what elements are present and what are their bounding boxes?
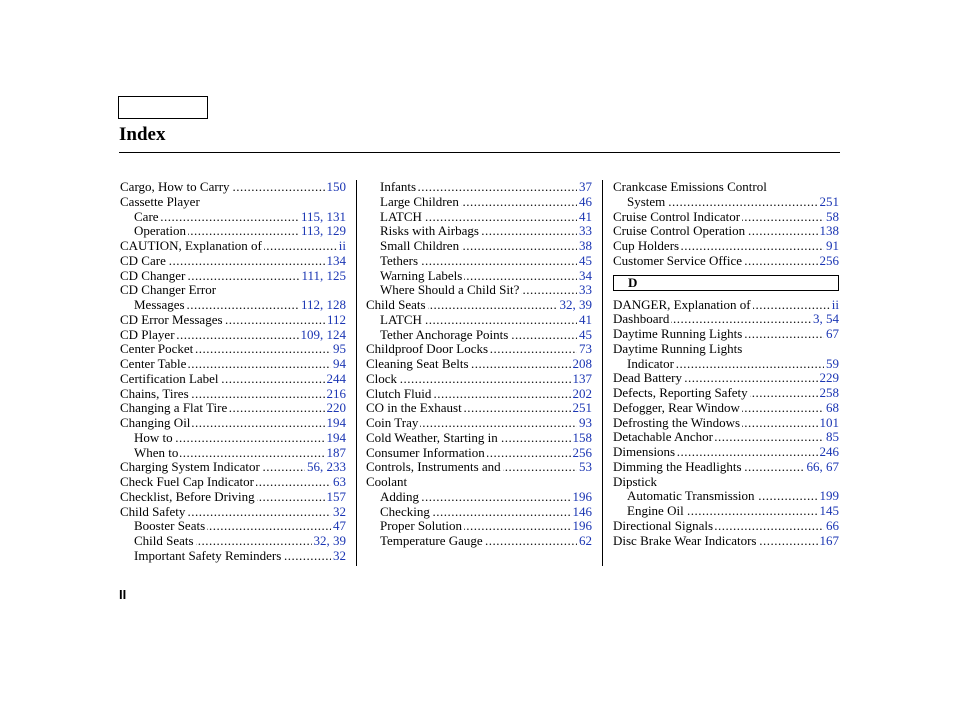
index-entry-label: Certification Label bbox=[120, 371, 219, 386]
page-reference-link[interactable]: 3, 54 bbox=[813, 312, 839, 327]
index-entry[interactable] bbox=[366, 283, 592, 298]
index-entry-label: Booster Seats bbox=[134, 519, 206, 534]
index-entry[interactable] bbox=[613, 254, 839, 269]
index-entry-label: Important Safety Reminders bbox=[134, 548, 282, 563]
page-reference-link[interactable]: 33 bbox=[579, 224, 592, 239]
index-entry-label: Cruise Control Operation bbox=[613, 224, 746, 239]
index-entry-label: Coin Tray bbox=[366, 416, 419, 430]
index-entry[interactable] bbox=[613, 298, 839, 313]
page-reference-link[interactable]: 46 bbox=[579, 194, 592, 209]
page-reference-link[interactable]: 244 bbox=[326, 371, 346, 386]
page-reference-link[interactable]: 63 bbox=[333, 475, 346, 489]
page-reference-link[interactable]: 258 bbox=[819, 386, 839, 400]
index-entry[interactable] bbox=[366, 372, 592, 387]
page-reference-link[interactable]: 134 bbox=[326, 253, 346, 268]
page-reference-link[interactable]: 32, 39 bbox=[559, 298, 592, 312]
index-entry[interactable] bbox=[366, 269, 592, 284]
index-entry[interactable] bbox=[366, 180, 592, 195]
index-entry[interactable] bbox=[613, 430, 839, 445]
index-entry[interactable] bbox=[120, 357, 346, 372]
index-entry[interactable] bbox=[120, 549, 346, 564]
page-reference-link[interactable]: 34 bbox=[579, 268, 592, 283]
index-entry[interactable] bbox=[366, 254, 592, 269]
index-entry[interactable] bbox=[120, 387, 346, 402]
index-entry[interactable] bbox=[613, 195, 839, 210]
index-entry-label: Consumer Information bbox=[366, 445, 485, 460]
index-entry-label: Child Seats bbox=[134, 534, 194, 548]
index-entry[interactable] bbox=[120, 475, 346, 490]
index-entry-label: Cold Weather, Starting in bbox=[366, 430, 498, 445]
index-entry-label: Changing Oil bbox=[120, 416, 191, 430]
index-entry[interactable] bbox=[120, 210, 346, 225]
index-entry[interactable] bbox=[366, 431, 592, 446]
page-reference-link[interactable]: 202 bbox=[572, 386, 592, 401]
index-entry[interactable] bbox=[120, 446, 346, 461]
page-reference-link[interactable]: 68 bbox=[826, 400, 839, 415]
page-reference-link[interactable]: 199 bbox=[819, 489, 839, 504]
page-reference-link[interactable]: 62 bbox=[579, 534, 592, 548]
page-reference-link[interactable]: 45 bbox=[579, 327, 592, 342]
page-reference-link[interactable]: 256 bbox=[819, 253, 839, 268]
index-entry[interactable] bbox=[120, 372, 346, 387]
index-entry-label: LATCH bbox=[380, 209, 422, 224]
index-entry-label: Crankcase Emissions Control bbox=[613, 180, 767, 194]
index-entry-label: Child Safety bbox=[120, 504, 186, 519]
index-entry-label: Tethers bbox=[380, 253, 419, 268]
page-reference-link[interactable]: 137 bbox=[572, 371, 592, 386]
index-entry-label: Messages bbox=[134, 298, 185, 312]
page-reference-link[interactable]: 67 bbox=[826, 327, 839, 341]
page-reference-link[interactable]: 93 bbox=[579, 416, 592, 430]
page-reference-link[interactable]: 208 bbox=[572, 357, 592, 371]
page-reference-link[interactable]: 53 bbox=[579, 460, 592, 475]
page-reference-link[interactable]: 145 bbox=[819, 504, 839, 518]
index-entry[interactable] bbox=[120, 313, 346, 328]
index-entry-label: CD Changer Error bbox=[120, 283, 217, 298]
index-entry-label: How to bbox=[134, 430, 173, 445]
page-reference-link[interactable]: 115, 131 bbox=[300, 209, 346, 224]
index-entry-label: Defrosting the Windows bbox=[613, 415, 741, 430]
index-entry-label: Cassette Player bbox=[120, 194, 200, 209]
index-entry[interactable] bbox=[120, 416, 346, 431]
index-entry-label: Small Children bbox=[380, 239, 460, 253]
page-reference-link[interactable]: 58 bbox=[826, 209, 839, 224]
index-entry[interactable] bbox=[366, 357, 592, 372]
title-rule bbox=[119, 152, 840, 153]
page-reference-link[interactable]: 38 bbox=[579, 239, 592, 253]
page-reference-link[interactable]: 112, 128 bbox=[300, 298, 346, 312]
index-entry-label: Coolant bbox=[366, 475, 408, 489]
index-entry-label: Cup Holders bbox=[613, 239, 680, 253]
page-number: II bbox=[119, 587, 127, 602]
index-entry-label: Temperature Gauge bbox=[380, 534, 483, 548]
index-entry-label: CD Player bbox=[120, 327, 175, 342]
page-reference-link[interactable]: 216 bbox=[326, 386, 346, 401]
index-entry-label: Chains, Tires bbox=[120, 386, 189, 401]
page-reference-link[interactable]: 66, 67 bbox=[806, 459, 839, 474]
index-entry[interactable] bbox=[613, 239, 839, 254]
index-entry-label: Care bbox=[134, 209, 159, 224]
index-entry[interactable] bbox=[120, 239, 346, 254]
page-reference-link[interactable]: 138 bbox=[819, 224, 839, 239]
page-reference-link[interactable]: 112 bbox=[326, 312, 346, 327]
index-entry[interactable] bbox=[366, 342, 592, 357]
index-entry[interactable] bbox=[613, 416, 839, 431]
index-entry[interactable] bbox=[120, 401, 346, 416]
index-entry-label: Automatic Transmission bbox=[627, 489, 755, 504]
index-entry-label: Dimensions bbox=[613, 445, 676, 459]
index-entry[interactable] bbox=[366, 446, 592, 461]
index-entry bbox=[613, 180, 839, 195]
index-entry-label: Cruise Control Indicator bbox=[613, 209, 741, 224]
page-reference-link[interactable]: 113, 129 bbox=[300, 224, 346, 239]
index-entry bbox=[366, 475, 592, 490]
page-reference-link[interactable]: 150 bbox=[326, 180, 346, 194]
page-reference-link[interactable]: 187 bbox=[326, 445, 346, 460]
index-entry-label: Dimming the Headlights bbox=[613, 459, 742, 474]
index-entry[interactable] bbox=[613, 327, 839, 342]
page-reference-link[interactable]: 66 bbox=[826, 518, 839, 533]
page-reference-link[interactable]: 167 bbox=[819, 533, 839, 548]
index-entry[interactable] bbox=[613, 224, 839, 239]
index-entry-label: LATCH bbox=[380, 312, 422, 327]
page-reference-link[interactable]: 32, 39 bbox=[313, 534, 346, 548]
index-entry-label: Engine Oil bbox=[627, 504, 684, 518]
index-entry[interactable] bbox=[366, 239, 592, 254]
page-reference-link[interactable]: 196 bbox=[572, 519, 592, 534]
index-entry-label: Childproof Door Locks bbox=[366, 342, 489, 357]
index-entry-label: Center Pocket bbox=[120, 342, 194, 357]
index-entry[interactable] bbox=[120, 490, 346, 505]
index-entry bbox=[613, 342, 839, 357]
index-entry-label: Center Table bbox=[120, 357, 187, 371]
index-entry[interactable] bbox=[613, 401, 839, 416]
index-entry[interactable] bbox=[366, 210, 592, 225]
column-divider bbox=[602, 180, 603, 566]
index-entry-label: Large Children bbox=[380, 194, 459, 209]
index-column-3 bbox=[613, 180, 839, 548]
index-entry-label: Proper Solution bbox=[380, 519, 462, 534]
page-reference-link[interactable]: 196 bbox=[572, 489, 592, 504]
index-column-2 bbox=[366, 180, 592, 549]
index-entry[interactable] bbox=[613, 504, 839, 519]
page-reference-link[interactable]: 101 bbox=[819, 415, 839, 430]
index-entry-label: Charging System Indicator bbox=[120, 460, 260, 475]
index-entry bbox=[120, 283, 346, 298]
page-reference-link[interactable]: 109, 124 bbox=[300, 327, 346, 342]
index-entry-label: Defogger, Rear Window bbox=[613, 400, 740, 415]
page-reference-link[interactable]: 94 bbox=[333, 357, 346, 371]
index-entry[interactable] bbox=[120, 342, 346, 357]
page-reference-link[interactable]: 146 bbox=[572, 504, 592, 519]
index-entry-label: Defects, Reporting Safety bbox=[613, 386, 748, 400]
index-entry-label: Clutch Fluid bbox=[366, 386, 432, 401]
page-reference-link[interactable]: 246 bbox=[819, 445, 839, 459]
index-entry-label: System bbox=[627, 194, 666, 209]
index-entry-label: Indicator bbox=[627, 356, 674, 371]
index-entry[interactable] bbox=[613, 210, 839, 225]
page-reference-link[interactable]: 91 bbox=[826, 239, 839, 253]
page-reference-link[interactable]: 47 bbox=[333, 519, 346, 534]
page-reference-link[interactable]: 41 bbox=[579, 312, 592, 327]
index-entry[interactable] bbox=[366, 505, 592, 520]
index-entry[interactable] bbox=[613, 371, 839, 386]
page-reference-link[interactable]: 229 bbox=[819, 371, 839, 386]
index-column-1 bbox=[120, 180, 346, 564]
index-entry[interactable] bbox=[120, 460, 346, 475]
index-entry-label: Operation bbox=[134, 224, 186, 239]
section-tab-box bbox=[118, 96, 208, 119]
index-entry-label: CAUTION, Explanation of bbox=[120, 239, 262, 253]
index-entry[interactable] bbox=[366, 490, 592, 505]
index-entry-label: Directional Signals bbox=[613, 518, 714, 533]
page-reference-link[interactable]: 59 bbox=[826, 356, 839, 371]
page-reference-link[interactable]: 251 bbox=[819, 194, 839, 209]
index-entry-label: Adding bbox=[380, 489, 419, 504]
index-entry[interactable] bbox=[613, 460, 839, 475]
index-entry[interactable] bbox=[613, 534, 839, 549]
page-reference-link[interactable]: 194 bbox=[326, 416, 346, 430]
index-entry[interactable] bbox=[120, 298, 346, 313]
index-entry[interactable] bbox=[613, 519, 839, 534]
index-entry[interactable] bbox=[120, 254, 346, 269]
index-entry-label: Disc Brake Wear Indicators bbox=[613, 533, 757, 548]
index-entry-label: CD Error Messages bbox=[120, 312, 223, 327]
index-entry[interactable] bbox=[613, 445, 839, 460]
index-entry bbox=[120, 195, 346, 210]
index-entry-label: Dashboard bbox=[613, 312, 670, 327]
index-entry-label: Checklist, Before Driving bbox=[120, 489, 255, 504]
index-entry[interactable] bbox=[613, 312, 839, 327]
index-entry-label: CO in the Exhaust bbox=[366, 401, 462, 416]
index-entry[interactable] bbox=[366, 328, 592, 343]
index-entry-label: When to bbox=[134, 445, 179, 460]
index-entry[interactable] bbox=[120, 224, 346, 239]
index-entry[interactable] bbox=[613, 386, 839, 401]
index-entry-label: Check Fuel Cap Indicator bbox=[120, 475, 254, 489]
index-entry-label: Customer Service Office bbox=[613, 253, 742, 268]
index-entry-label: Controls, Instruments and bbox=[366, 460, 501, 475]
index-entry[interactable] bbox=[366, 401, 592, 416]
index-entry[interactable] bbox=[120, 269, 346, 284]
index-entry-label: Detachable Anchor bbox=[613, 430, 713, 445]
index-entry-label: CD Changer bbox=[120, 268, 186, 283]
page-reference-link[interactable]: 220 bbox=[326, 401, 346, 416]
index-entry[interactable] bbox=[613, 489, 839, 504]
page-reference-link[interactable]: 256 bbox=[572, 445, 592, 460]
index-entry[interactable] bbox=[366, 534, 592, 549]
index-entry[interactable] bbox=[120, 328, 346, 343]
page-reference-link[interactable]: 56, 233 bbox=[307, 460, 346, 475]
page-reference-link[interactable]: 32 bbox=[333, 548, 346, 563]
index-entry[interactable] bbox=[613, 357, 839, 372]
index-entry-label: DANGER, Explanation of bbox=[613, 297, 751, 312]
index-entry bbox=[613, 475, 839, 490]
index-entry-label: Where Should a Child Sit? bbox=[380, 283, 520, 298]
index-entry[interactable] bbox=[120, 431, 346, 446]
index-entry-label: Changing a Flat Tire bbox=[120, 401, 228, 416]
page-reference-link[interactable]: ii bbox=[831, 297, 839, 312]
index-entry-label: Daytime Running Lights bbox=[613, 327, 743, 341]
index-entry-label: Daytime Running Lights bbox=[613, 341, 743, 356]
index-entry[interactable] bbox=[366, 416, 592, 431]
section-letter-header: D bbox=[613, 275, 839, 291]
index-entry[interactable] bbox=[366, 313, 592, 328]
index-entry[interactable] bbox=[366, 387, 592, 402]
index-entry-label: Checking bbox=[380, 504, 430, 519]
column-divider bbox=[356, 180, 357, 566]
page-reference-link[interactable]: ii bbox=[338, 239, 346, 253]
index-entry-label: Clock bbox=[366, 371, 398, 386]
index-entry[interactable] bbox=[120, 180, 346, 195]
index-entry-label: Warning Labels bbox=[380, 268, 463, 283]
page-reference-link[interactable]: 157 bbox=[326, 489, 346, 504]
page-reference-link[interactable]: 194 bbox=[326, 430, 346, 445]
index-entry[interactable] bbox=[366, 460, 592, 475]
index-entry-label: Cargo, How to Carry bbox=[120, 180, 230, 194]
index-entry[interactable] bbox=[120, 519, 346, 534]
index-entry-label: Dipstick bbox=[613, 474, 658, 489]
index-entry[interactable] bbox=[120, 505, 346, 520]
index-entry-label: Risks with Airbags bbox=[380, 224, 479, 239]
index-entry[interactable] bbox=[120, 534, 346, 549]
page-title: Index bbox=[119, 124, 166, 145]
index-entry-label: Child Seats bbox=[366, 298, 426, 312]
index-entry-label: Cleaning Seat Belts bbox=[366, 357, 469, 371]
page-reference-link[interactable]: 111, 125 bbox=[301, 268, 346, 283]
index-entry-label: Dead Battery bbox=[613, 371, 682, 386]
page-reference-link[interactable]: 32 bbox=[333, 504, 346, 519]
index-entry[interactable] bbox=[366, 224, 592, 239]
page-reference-link[interactable]: 95 bbox=[333, 342, 346, 357]
page-reference-link[interactable]: 158 bbox=[572, 430, 592, 445]
page-reference-link[interactable]: 37 bbox=[579, 180, 592, 194]
page-reference-link[interactable]: 85 bbox=[826, 430, 839, 445]
page-reference-link[interactable]: 41 bbox=[579, 209, 592, 224]
index-entry-label: Infants bbox=[380, 180, 417, 194]
index-entry[interactable] bbox=[366, 195, 592, 210]
page-reference-link[interactable]: 45 bbox=[579, 253, 592, 268]
index-entry[interactable] bbox=[366, 519, 592, 534]
page-reference-link[interactable]: 33 bbox=[579, 283, 592, 298]
index-entry-label: CD Care bbox=[120, 253, 166, 268]
index-entry[interactable] bbox=[366, 298, 592, 313]
page-reference-link[interactable]: 251 bbox=[572, 401, 592, 416]
page-reference-link[interactable]: 73 bbox=[579, 342, 592, 357]
index-entry-label: Tether Anchorage Points bbox=[380, 327, 509, 342]
